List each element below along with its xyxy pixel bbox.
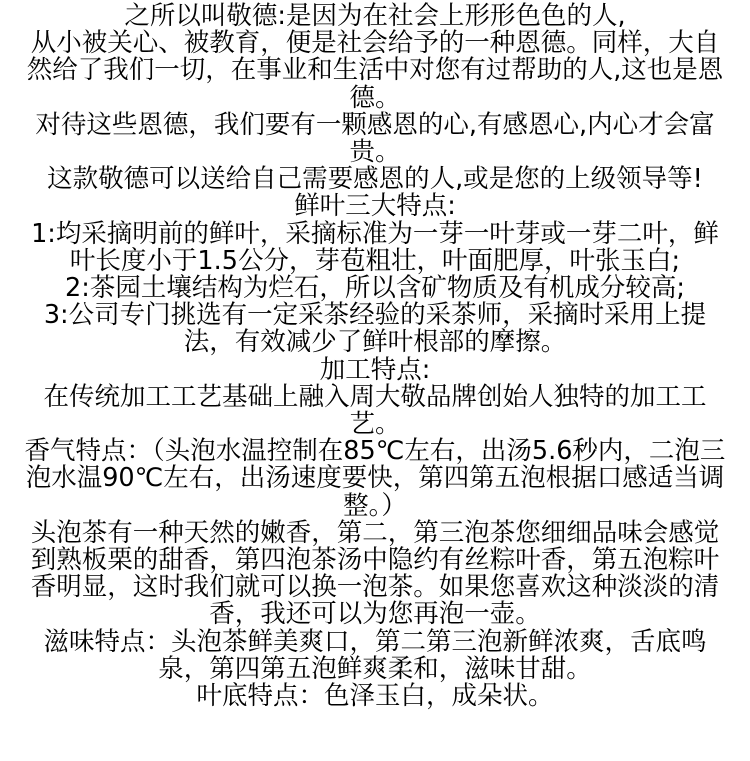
text-line: 这款敬德可以送给自己需要感恩的人,或是您的上级领导等! xyxy=(47,164,703,195)
text-line: 法，有效减少了鲜叶根部的摩擦。 xyxy=(183,327,567,358)
text-line: 头泡茶有一种天然的嫩香，第二，第三泡茶您细细品味会感觉 xyxy=(30,517,720,548)
text-line: 1:均采摘明前的鲜叶，采摘标准为一芽一叶芽或一芽二叶，鲜 xyxy=(31,218,719,249)
text-line: 对待这些恩德，我们要有一颗感恩的心,有感恩心,内心才会富 xyxy=(35,109,715,140)
text-line: 香，我还可以为您再泡一壶。 xyxy=(209,599,541,630)
text-line: 香气特点：（头泡水温控制在85℃左右，出汤5.6秒内，二泡三 xyxy=(24,436,726,467)
text-line: 泉，第四第五泡鲜爽柔和，滋味甘甜。 xyxy=(158,653,592,684)
text-line: 叶长度小于1.5公分，芽苞粗壮，叶面肥厚，叶张玉白; xyxy=(69,245,681,276)
text-line: 艺。 xyxy=(349,409,401,440)
section-heading: 加工特点: xyxy=(319,354,431,385)
text-line: 叶底特点：色泽玉白，成朵状。 xyxy=(196,681,554,712)
text-line: 滋味特点：头泡茶鲜美爽口，第二第三泡新鲜浓爽，舌底鸣 xyxy=(43,626,707,657)
text-line: 香明显，这时我们就可以换一泡茶。如果您喜欢这种淡淡的清 xyxy=(30,572,720,603)
section-heading: 鲜叶三大特点: xyxy=(294,191,456,222)
text-line: 德。 xyxy=(349,82,401,113)
text-line: 之所以叫敬德:是因为在社会上形形色色的人, xyxy=(124,1,626,31)
text-line: 3:公司专门挑选有一定采茶经验的采茶师，采摘时采用上提 xyxy=(43,300,707,331)
text-line: 在传统加工工艺基础上融入周大敬品牌创始人独特的加工工 xyxy=(43,381,707,412)
text-line: 泡水温90℃左右，出汤速度要快，第四第五泡根据口感适当调 xyxy=(25,463,725,494)
text-line: 然给了我们一切，在事业和生活中对您有过帮助的人,这也是恩 xyxy=(26,55,724,86)
text-line: 从小被关心、被教育，便是社会给予的一种恩德。同样，大自 xyxy=(30,28,720,59)
text-line: 到熟板栗的甜香，第四泡茶汤中隐约有丝粽叶香，第五泡粽叶 xyxy=(30,545,720,576)
text-line: 贵。 xyxy=(349,137,401,168)
text-line: 2:茶园土壤结构为烂石，所以含矿物质及有机成分较高; xyxy=(65,273,685,304)
text-line: 整。） xyxy=(343,490,407,521)
